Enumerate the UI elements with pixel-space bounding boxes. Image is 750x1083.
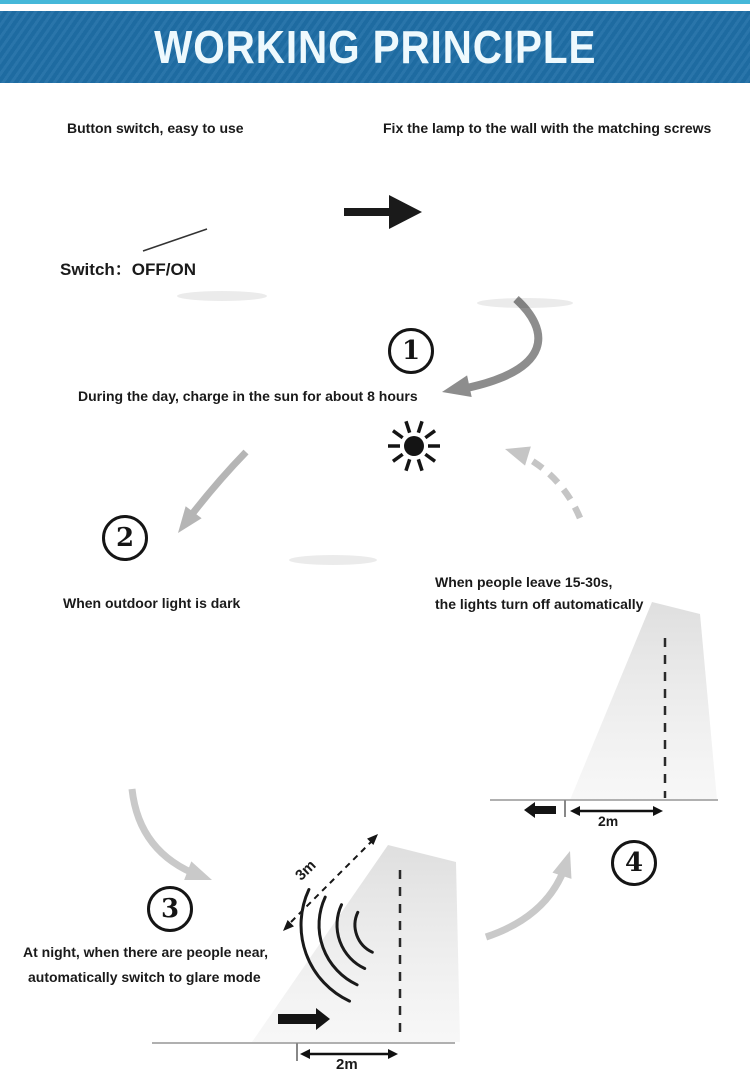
- step2-number-badge: 2: [102, 515, 148, 561]
- step1-number-badge: 1: [388, 328, 434, 374]
- button-switch-caption: Button switch, easy to use: [67, 120, 244, 136]
- switch-leader-line: [143, 229, 207, 251]
- step2-caption: When outdoor light is dark: [63, 595, 241, 611]
- fix-lamp-caption: Fix the lamp to the wall with the matching screws: [383, 120, 712, 136]
- flow-arrow-install-to-step1: [440, 299, 539, 403]
- distance-arrow-step3: [300, 1049, 398, 1059]
- flow-arrow-step3-to-step4: [486, 848, 580, 937]
- step3-sensor-range-label: 3m: [292, 856, 320, 885]
- distance-arrow-step4: [570, 806, 663, 816]
- lamp-shadow: [477, 298, 573, 308]
- lamp-shadow: [289, 555, 377, 565]
- step4-number-badge: 4: [611, 840, 657, 886]
- flow-arrow-step4-to-step1-dashed: [502, 439, 580, 518]
- lamp-shadow: [177, 291, 267, 301]
- step4-distance-label: 2m: [598, 813, 619, 829]
- switch-off-on-label: Switch：OFF/ON: [60, 260, 196, 279]
- person-leaving-arrow: [524, 802, 556, 818]
- install-step-arrow: [344, 195, 422, 229]
- step4-caption-line1: When people leave 15-30s,: [435, 574, 613, 590]
- step1-caption: During the day, charge in the sun for about 8 hours: [78, 388, 418, 404]
- step3-caption-line1: At night, when there are people near,: [23, 944, 269, 960]
- light-beam-step3: [252, 845, 460, 1042]
- flow-arrow-step2-to-step3: [132, 789, 216, 889]
- flow-arrow-step1-to-step2: [170, 452, 246, 539]
- sun-icon: [388, 421, 440, 470]
- step4-caption-line2: the lights turn off automatically: [435, 596, 644, 612]
- step3-caption-line2: automatically switch to glare mode: [28, 969, 261, 985]
- step3-number-badge: 3: [147, 886, 193, 932]
- light-beam-step4: [570, 602, 717, 800]
- step3-distance-label: 2m: [336, 1056, 358, 1073]
- page-title: WORKING PRINCIPLE: [153, 21, 597, 73]
